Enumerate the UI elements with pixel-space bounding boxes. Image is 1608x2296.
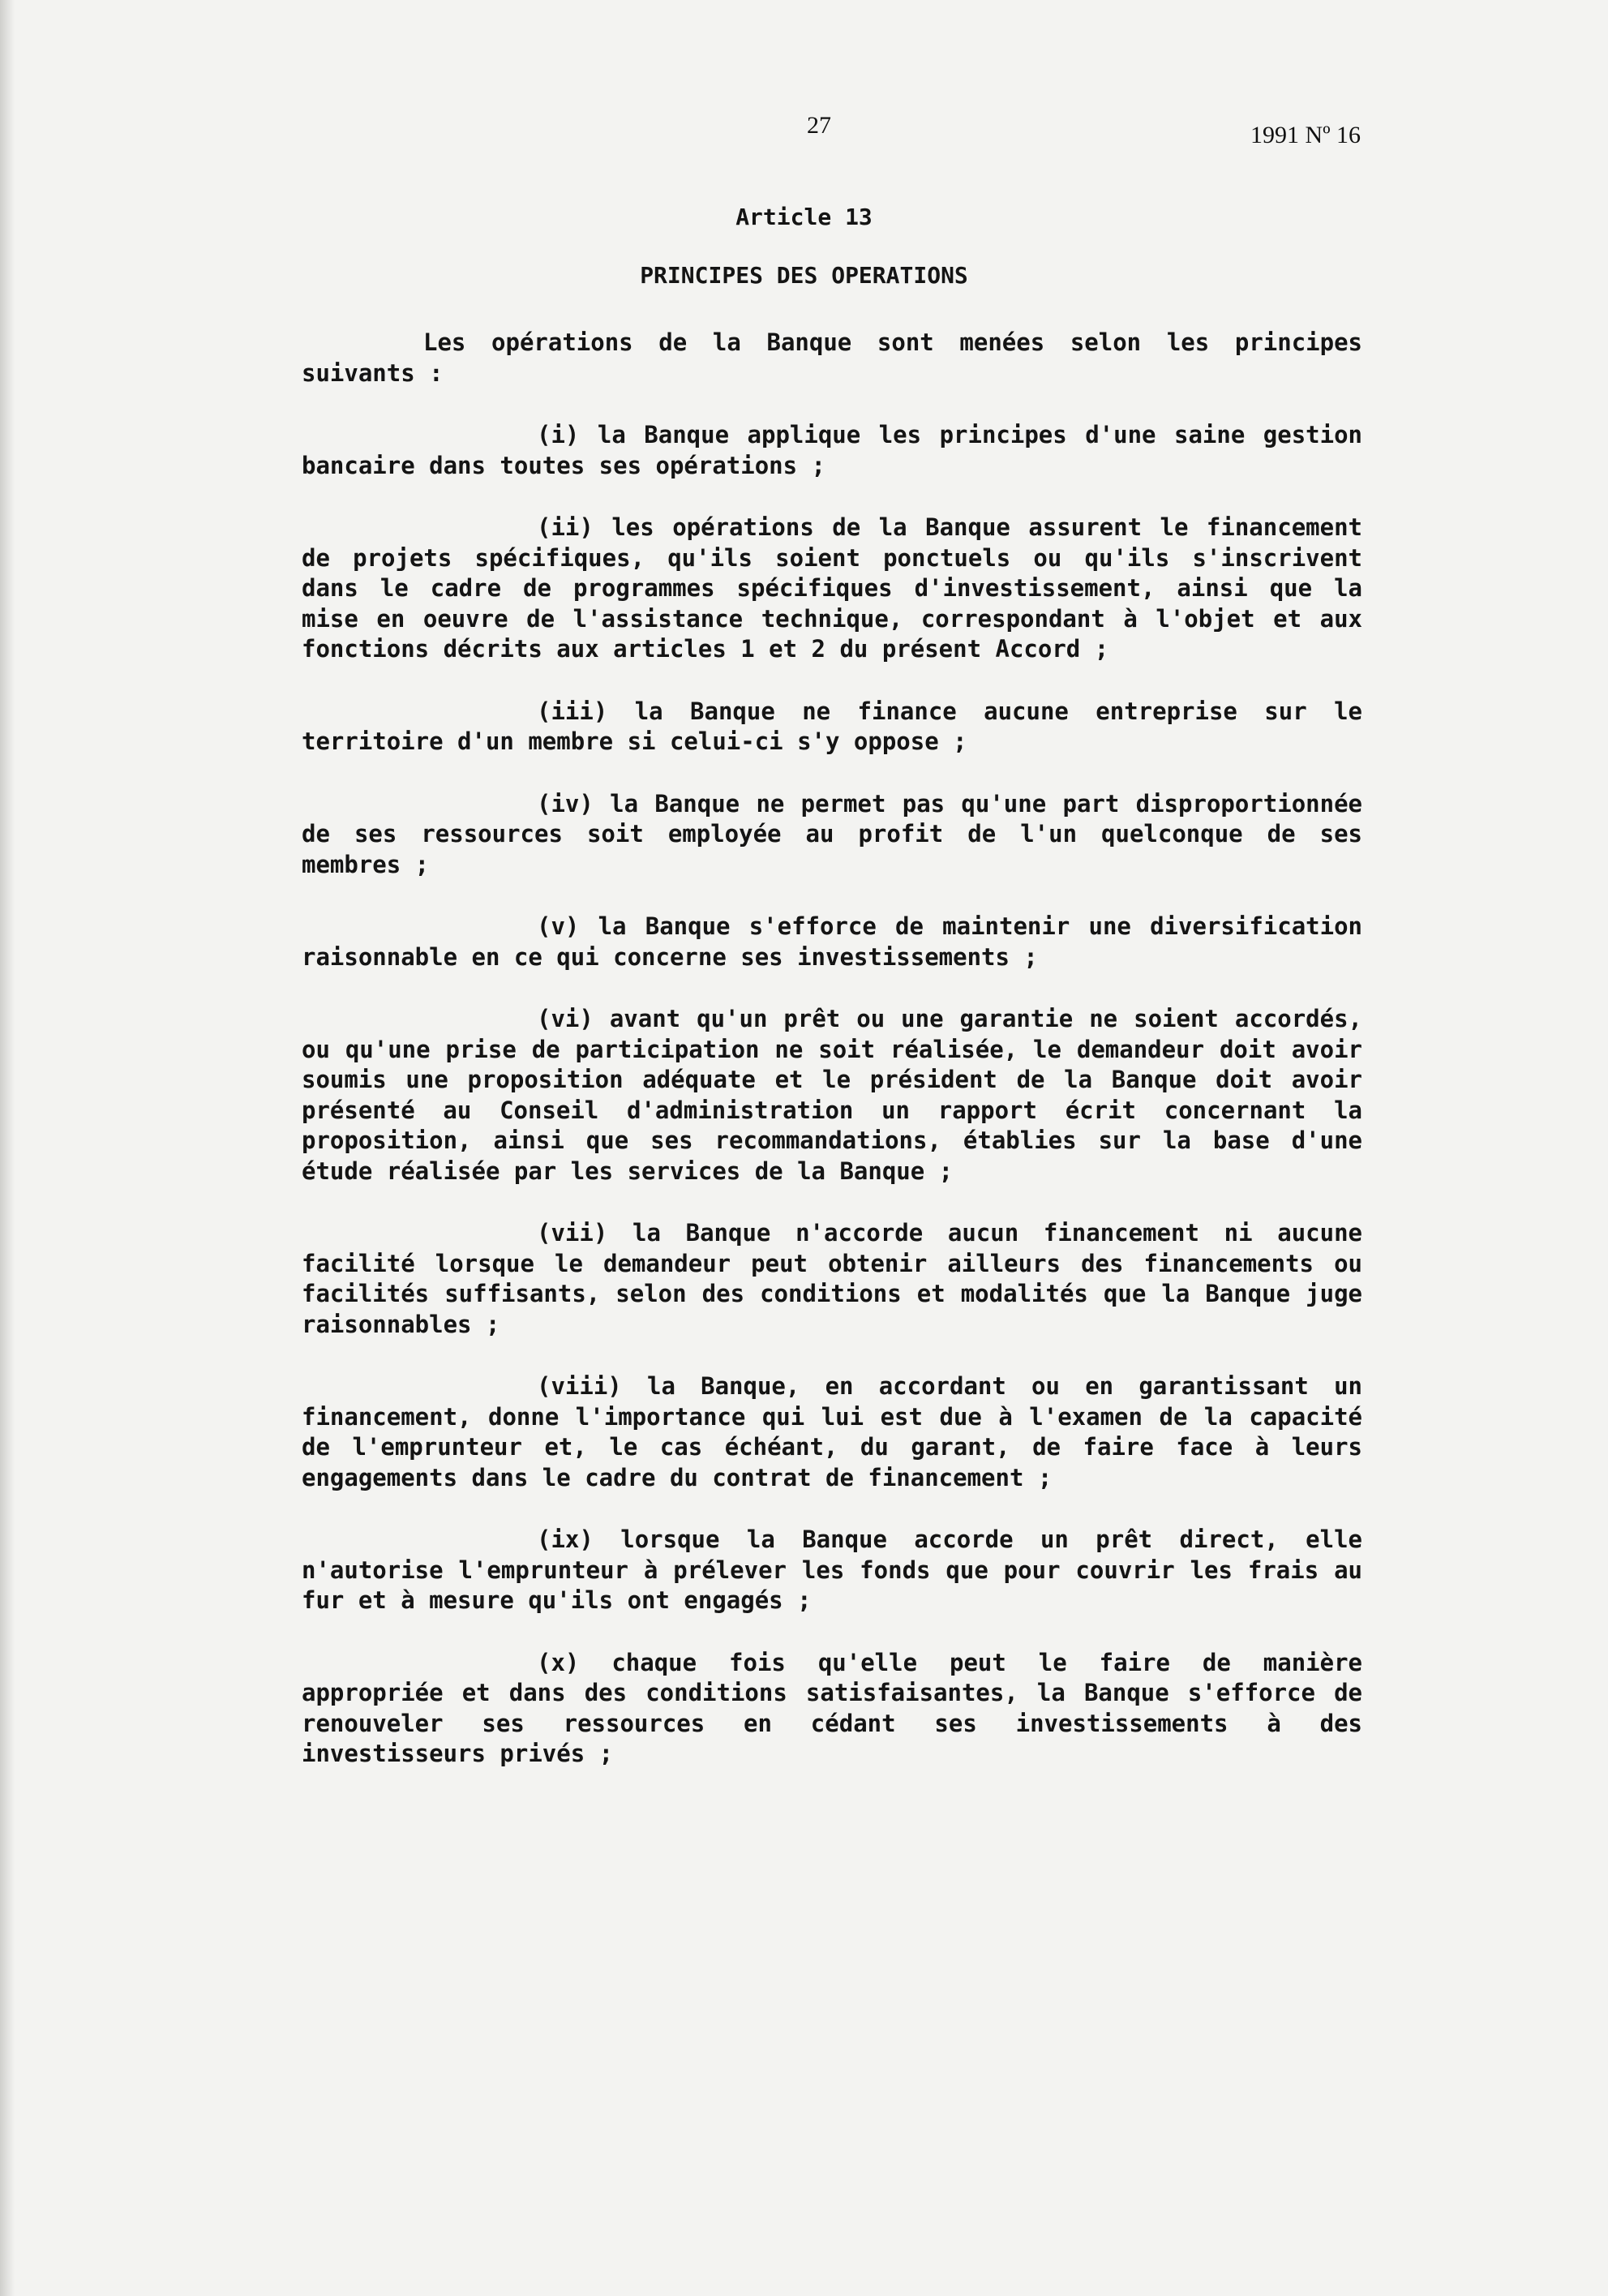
item-number: (x) <box>537 1648 580 1676</box>
item-number: (i) <box>537 421 580 448</box>
intro-paragraph: Les opérations de la Banque sont menées selon les principes suivants : <box>302 328 1362 387</box>
item-text: la Banque s'efforce de maintenir une diversification raisonnable en ce qui concerne ses investissements ; <box>302 912 1362 971</box>
item-number: (ii) <box>537 513 594 541</box>
list-item <box>302 1525 1362 1616</box>
item-text: la Banque ne permet pas qu'une part disproportionnée de ses ressources soit employée au profit de l'un quelconque de ses membres ; <box>302 789 1362 878</box>
item-number: (vii) <box>537 1219 608 1247</box>
item-text: chaque fois qu'elle peut le faire de manière appropriée et dans des conditions satisfaisantes, la Banque s'efforce de renouveler ses ressources en cédant ses investissements à des investisseurs privés ; <box>302 1648 1362 1767</box>
list-item <box>302 1371 1362 1493</box>
page-number: 27 <box>807 112 831 139</box>
list-item <box>302 912 1362 972</box>
list-item <box>302 420 1362 481</box>
page-header <box>0 112 1608 152</box>
item-text: avant qu'un prêt ou une garantie ne soient accordés, ou qu'une prise de participation ne soit réalisée, le demandeur doit avoir soumis une proposition adéquate et le président de la Banque doit avoir présenté au Conseil d'administration un rapport écrit concernant la proposition, ainsi que ses recommandations, établies sur la base d'une étude réalisée par les services de la Banque ; <box>302 1005 1362 1185</box>
list-item <box>302 1648 1362 1770</box>
list-item <box>302 789 1362 881</box>
item-number: (iii) <box>537 697 608 725</box>
item-number: (viii) <box>537 1372 622 1400</box>
item-text: les opérations de la Banque assurent le financement de projets spécifiques, qu'ils soient ponctuels ou qu'ils s'inscrivent dans le cadre de programmes spécifiques d'investissement, ainsi que la mise en oeuvre de l'assistance technique, correspondant à l'objet et aux fonctions décrits aux articles 1 et 2 du présent Accord ; <box>302 513 1362 663</box>
item-number: (vi) <box>537 1005 594 1032</box>
document-reference: 1991 Nº 16 <box>1250 122 1361 148</box>
section-heading: PRINCIPES DES OPERATIONS <box>640 262 968 289</box>
list-item <box>302 1004 1362 1187</box>
list-item <box>302 513 1362 665</box>
article-body <box>302 328 1362 1801</box>
item-text: la Banque, en accordant ou en garantissant un financement, donne l'importance qui lui est due à l'examen de la capacité de l'emprunteur et, le cas échéant, du garant, de faire face à leurs engagements dans le cadre du contrat de financement ; <box>302 1372 1362 1491</box>
article-title: Article 13 <box>735 204 873 230</box>
list-item <box>302 1218 1362 1340</box>
item-text: la Banque n'accorde aucun financement ni aucune facilité lorsque le demandeur peut obtenir ailleurs des financements ou facilités suffisants, selon des conditions et modalités que la Banque juge raisonnables ; <box>302 1219 1362 1338</box>
item-text: lorsque la Banque accorde un prêt direct, elle n'autorise l'emprunteur à prélever les fonds que pour couvrir les frais au fur et à mesure qu'ils ont engagés ; <box>302 1526 1362 1614</box>
list-item <box>302 697 1362 757</box>
item-number: (v) <box>537 912 580 940</box>
item-number: (ix) <box>537 1526 594 1553</box>
item-text: la Banque applique les principes d'une saine gestion bancaire dans toutes ses opérations ; <box>302 421 1362 479</box>
item-number: (iv) <box>537 789 594 818</box>
item-text: la Banque ne finance aucune entreprise sur le territoire d'un membre si celui-ci s'y oppose ; <box>302 697 1362 755</box>
